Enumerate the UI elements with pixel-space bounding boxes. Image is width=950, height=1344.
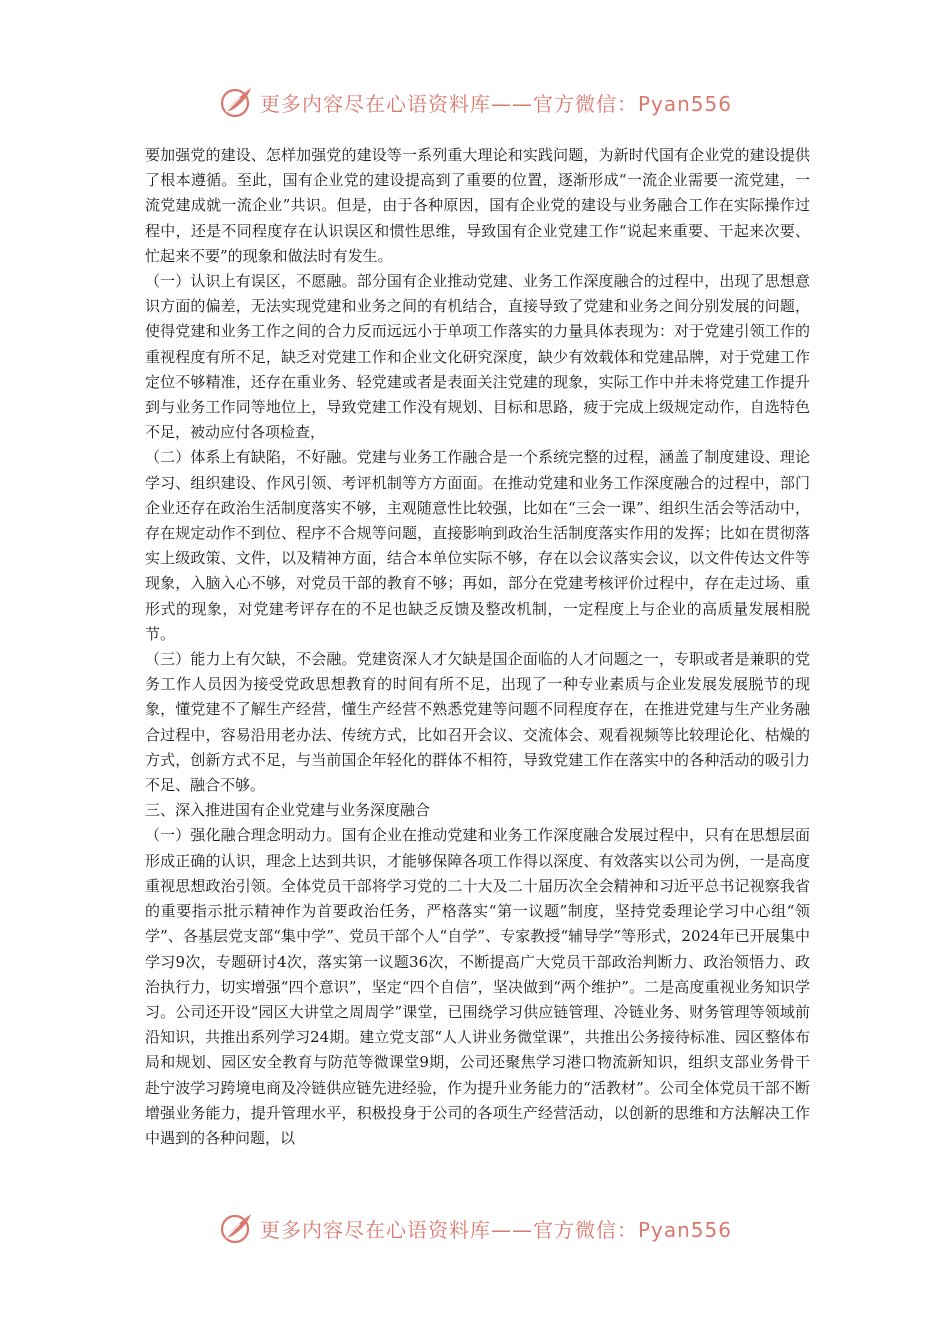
paragraph: 要加强党的建设、怎样加强党的建设等一系列重大理论和实践问题，为新时代国有企业党的建设提供了根本遵循。至此，国有企业党的建设提高到了重要的位置，逐渐形成“一流企业需要一流党建，一流党建成就一流企业”共识。但是，由于各种原因，国有企业党的建设与业务融合工作在实际操作过程中，还是不同程度存在认识误区和惯性思维，导致国有企业党建工作“说起来重要、干起来次要、忙起来不要”的现象和做法时有发生。 (145, 146, 810, 265)
paragraph: （三）能力上有欠缺，不会融。党建资深人才欠缺是国企面临的人才问题之一，专职或者是兼职的党务工作人员因为接受党政思想教育的时间有所不足，出现了一种专业素质与企业发展发展脱节的现象，懂党建不了解生产经营，懂生产经营不熟悉党建等问题不同程度存在，在推进党建与生产业务融合过程中，容易沿用老办法、传统方式，比如召开会议、交流体会、观看视频等比较理论化、枯燥的方式，创新方式不足，与当前国企年轻化的群体不相符，导致党建工作在落实中的各种活动的吸引力不足、融合不够。 (145, 650, 810, 795)
section-heading: 三、深入推进国有企业党建与业务深度融合 (145, 801, 431, 820)
header-watermark-text: 更多内容尽在心语资料库——官方微信：Pyan556 (259, 91, 732, 116)
footer-watermark (0, 1206, 950, 1250)
document-body (145, 143, 810, 1151)
feather-pen-logo-icon (218, 84, 254, 120)
header-watermark (0, 80, 950, 124)
paragraph: （一）强化融合理念明动力。国有企业在推动党建和业务工作深度融合发展过程中，只有在思想层面形成正确的认识，理念上达到共识，才能够保障各项工作得以深度、有效落实以公司为例，一是高度重视思想政治引领。全体党员干部将学习党的二十大及二十届历次全会精神和习近平总书记视察我省的重要指示批示精神作为首要政治任务，严格落实“第一议题”制度，坚持党委理论学习中心组“领学”、各基层党支部“集中学”、党员干部个人“自学”、专家教授“辅导学”等形式，2024年已开展集中学习9次，专题研讨4次，落实第一议题36次，不断提高广大党员干部政治判断力、政治领悟力、政治执行力，切实增强“四个意识”，坚定“四个自信”，坚决做到“两个维护”。二是高度重视业务知识学习。公司还开设“园区大讲堂之周周学”课堂，已围绕学习供应链管理、冷链业务、财务管理等领域前沿知识，共推出系列学习24期。建立党支部“人人讲业务微堂课”，共推出公务接待标准、园区整体布局和规划、园区安全教育与防范等微课堂9期，公司还聚焦学习港口物流新知识，组织支部业务骨干赴宁波学习跨境电商及冷链供应链先进经验，作为提升业务能力的“活教材”。公司全体党员干部不断增强业务能力，提升管理水平，积极投身于公司的各项生产经营活动，以创新的思维和方法解决工作中遇到的各种问题，以 (145, 826, 810, 1147)
paragraph: （一）认识上有误区，不愿融。部分国有企业推动党建、业务工作深度融合的过程中，出现了思想意识方面的偏差，无法实现党建和业务之间的有机结合，直接导致了党建和业务之间分别发展的问题，使得党建和业务工作之间的合力反而远远小于单项工作落实的力量具体表现为：对于党建引领工作的重视程度有所不足，缺乏对党建工作和企业文化研究深度，缺少有效载体和党建品牌，对于党建工作定位不够精准，还存在重业务、轻党建或者是表面关注党建的现象，实际工作中并未将党建工作提升到与业务工作同等地位上，导致党建工作没有规划、目标和思路，疲于完成上级规定动作，自选特色不足，被动应付各项检查， (145, 272, 810, 442)
footer-watermark-text: 更多内容尽在心语资料库——官方微信：Pyan556 (259, 1217, 732, 1242)
feather-pen-logo-icon (218, 1210, 254, 1246)
paragraph: （二）体系上有缺陷，不好融。党建与业务工作融合是一个系统完整的过程，涵盖了制度建设、理论学习、组织建设、作风引领、考评机制等方方面面。在推动党建和业务工作深度融合的过程中，部门企业还存在政治生活制度落实不够，主观随意性比较强，比如在“三会一课”、组织生活会等活动中，存在规定动作不到位、程序不合规等问题，直接影响到政治生活制度落实作用的发挥；比如在贯彻落实上级政策、文件，以及精神方面，结合本单位实际不够，存在以会议落实会议，以文件传达文件等现象，入脑入心不够，对党员干部的教育不够；再如，部分在党建考核评价过程中，存在走过场、重形式的现象，对党建考评存在的不足也缺乏反馈及整改机制，一定程度上与企业的高质量发展相脱节。 (145, 448, 810, 643)
